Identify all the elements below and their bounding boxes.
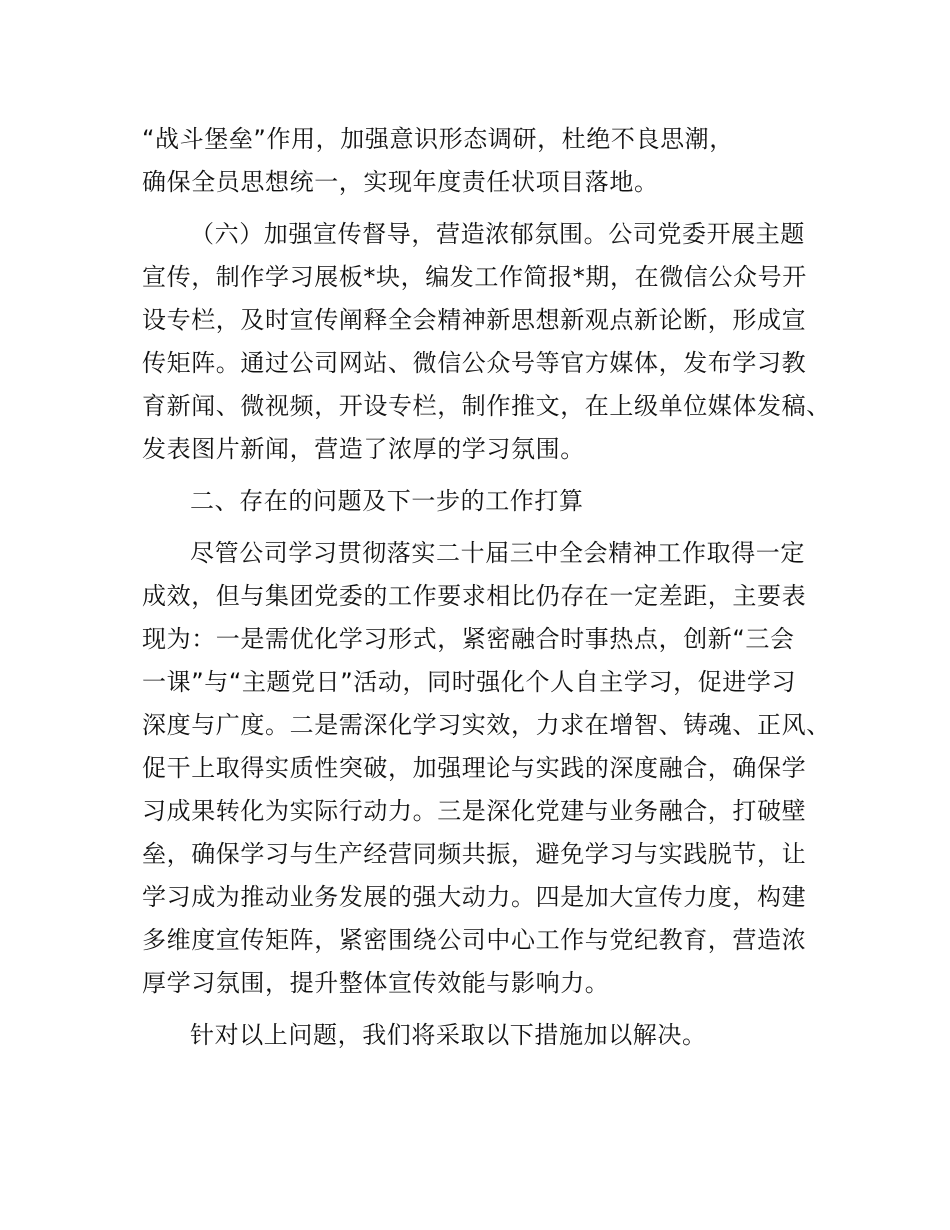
text-line: 发表图片新闻，营造了浓厚的学习氛围。	[142, 435, 585, 463]
text-line: 成效，但与集团党委的工作要求相比仍存在一定差距，主要表	[142, 582, 807, 610]
text-line: 厚学习氛围，提升整体宣传效能与影响力。	[142, 969, 610, 997]
text-line: 习成果转化为实际行动力。三是深化党建与业务融合，打破壁	[142, 797, 807, 825]
text-line: （六）加强宣传督导，营造浓郁氛围。公司党委开展主题	[190, 220, 805, 248]
text-line: 多维度宣传矩阵，紧密围绕公司中心工作与党纪教育，营造浓	[142, 926, 807, 954]
document-body	[142, 118, 832, 1057]
text-line: 传矩阵。通过公司网站、微信公众号等官方媒体，发布学习教	[142, 349, 807, 377]
text-line: 一课”与“主题党日”活动，同时强化个人自主学习，促进学习	[142, 668, 797, 696]
text-line: 尽管公司学习贯彻落实二十届三中全会精神工作取得一定	[190, 539, 805, 567]
paragraph-continuation	[142, 118, 832, 204]
text-line: 设专栏，及时宣传阐释全会精神新思想新观点新论断，形成宣	[142, 306, 807, 334]
heading-text: 二、存在的问题及下一步的工作打算	[190, 487, 584, 515]
text-line: 育新闻、微视频，开设专栏，制作推文，在上级单位媒体发稿、	[142, 392, 831, 420]
section-heading	[142, 480, 832, 523]
text-line: 针对以上问题，我们将采取以下措施加以解决。	[190, 1021, 707, 1049]
text-line: 促干上取得实质性突破，加强理论与实践的深度融合，确保学	[142, 754, 807, 782]
text-line: 学习成为推动业务发展的强大动力。四是加大宣传力度，构建	[142, 883, 807, 911]
text-line: 现为：一是需优化学习形式，紧密融合时事热点，创新“三会	[142, 625, 795, 653]
paragraph-publicity	[142, 213, 832, 471]
text-line: 宣传，制作学习展板*块，编发工作简报*期，在微信公众号开	[142, 263, 807, 291]
paragraph-problems	[142, 532, 832, 1005]
text-line: “战斗堡垒”作用，加强意识形态调研，杜绝不良思潮，	[142, 125, 734, 153]
paragraph-measures	[142, 1014, 832, 1057]
text-line: 确保全员思想统一，实现年度责任状项目落地。	[142, 168, 659, 196]
text-line: 深度与广度。二是需深化学习实效，力求在增智、铸魂、正风、	[142, 711, 831, 739]
text-line: 垒，确保学习与生产经营同频共振，避免学习与实践脱节，让	[142, 840, 807, 868]
